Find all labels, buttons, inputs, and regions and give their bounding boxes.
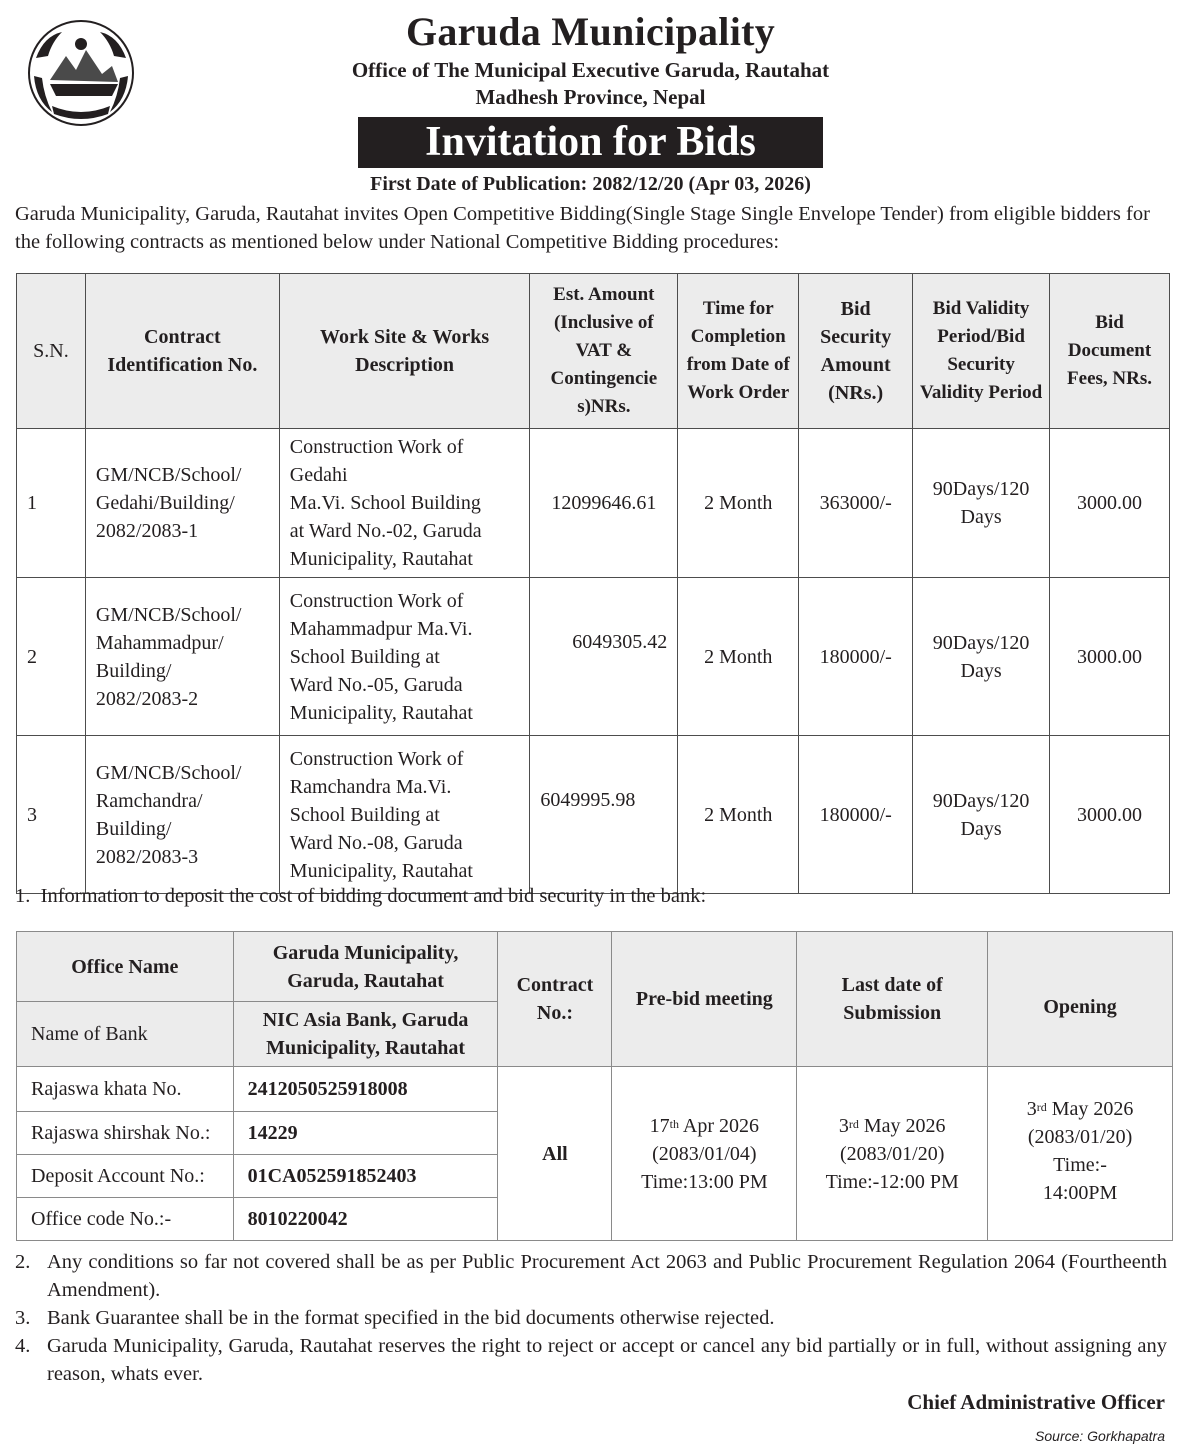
id-line: 2082/2083-3	[95, 845, 199, 868]
office-code-value: 8010220042	[233, 1198, 498, 1241]
work-line: Ramchandra Ma.Vi.	[289, 775, 452, 798]
work-line: School Building at	[289, 803, 440, 826]
cell-amount: 6049995.98	[530, 736, 678, 894]
cell-validity	[913, 429, 1050, 578]
note-text: Bank Guarantee shall be in the format specified in the bid documents otherwise rejected.	[47, 1307, 775, 1329]
prebid-date	[626, 1112, 782, 1140]
date-day: 3	[838, 1114, 849, 1137]
cell-amount: 12099646.61	[530, 429, 678, 578]
id-line: 2082/2083-1	[95, 520, 199, 542]
cell-contract-id	[85, 429, 279, 578]
deposit-account-value: 01CA052591852403	[233, 1155, 498, 1198]
cell-time: 2 Month	[678, 736, 799, 894]
table-row	[17, 1067, 1173, 1112]
validity-line: 90Days/120	[932, 478, 1030, 500]
note-number: 1.	[15, 885, 31, 907]
list-item	[15, 1248, 1167, 1304]
cell-contract-id	[85, 578, 279, 736]
note-text: Any conditions so far not covered shall be as per Public Procurement Act 2063 and Public Procurement Regulation 2064 (Fourtheenth Amendment).	[47, 1251, 1167, 1301]
validity-line: 90Days/120	[932, 631, 1030, 654]
cell-work	[279, 578, 530, 736]
submission-bs-date: (2083/01/20)	[839, 1142, 945, 1165]
note-number: 4.	[15, 1335, 31, 1357]
date-rest: May 2026	[1046, 1098, 1134, 1120]
date-rest: Apr 2026	[679, 1114, 760, 1137]
rajaswa-shirshak-label: Rajaswa shirshak No.:	[17, 1112, 234, 1155]
municipality-name: Garuda Municipality	[405, 9, 776, 54]
submission-cell	[797, 1067, 988, 1241]
col-header-fees: Bid Document Fees, NRs.	[1050, 274, 1170, 429]
opening-date	[1002, 1095, 1158, 1123]
deposit-account-label: Deposit Account No.:	[17, 1155, 234, 1198]
last-date-header: Last date of Submission	[797, 932, 988, 1067]
col-header-sn: S.N.	[17, 274, 86, 429]
date-day: 3	[1026, 1098, 1037, 1120]
notice-title: Invitation for Bids	[358, 117, 823, 168]
col-header-security: Bid Security Amount (NRs.)	[799, 274, 913, 429]
note-number: 2.	[15, 1251, 31, 1273]
cell-security: 363000/-	[799, 429, 913, 578]
list-item	[15, 1304, 1167, 1332]
office-line: Office of The Municipal Executive Garuda, Rautahat	[351, 58, 830, 82]
col-header-validity: Bid Validity Period/Bid Security Validity Period	[913, 274, 1050, 429]
cell-fees: 3000.00	[1050, 736, 1170, 894]
id-line: Mahammadpur/	[95, 631, 224, 654]
note-text: Garuda Municipality, Garuda, Rautahat reserves the right to reject or accept or cancel any bid partially or in full, without assigning any reason, whats ever.	[47, 1335, 1167, 1385]
table-row	[17, 429, 1170, 578]
bank-label: Name of Bank	[17, 1002, 234, 1067]
opening-time: Time:-	[1053, 1154, 1107, 1176]
contract-no-header: Contract No.:	[498, 932, 612, 1067]
validity-line: Days	[960, 506, 1002, 528]
publication-date-label: First Date of Publication	[370, 173, 581, 195]
date-suffix: th	[669, 1116, 680, 1131]
intro-paragraph: Garuda Municipality, Garuda, Rautahat invites Open Competitive Bidding(Single Stage Single Envelope Tender) from eligible bidders for the following contracts as mentioned below under National Competitive Bidding procedures:	[15, 203, 1150, 253]
work-line: Construction Work of	[289, 747, 464, 770]
id-line: 2082/2083-2	[95, 687, 199, 710]
contract-no-value: All	[498, 1067, 612, 1241]
cell-work	[279, 429, 530, 578]
opening-time-value: 14:00PM	[1042, 1182, 1118, 1204]
note-text: Information to deposit the cost of bidding document and bid security in the bank:	[40, 885, 707, 907]
work-line: at Ward No.-02, Garuda	[289, 520, 482, 542]
cell-sn: 2	[17, 578, 86, 736]
prebid-meeting-cell	[612, 1067, 797, 1241]
col-header-contract-id: Contract Identification No.	[85, 274, 279, 429]
submission-time: Time:-12:00 PM	[825, 1170, 959, 1193]
prebid-bs-date: (2083/01/04)	[652, 1142, 757, 1165]
note-1	[15, 885, 706, 908]
validity-line: Days	[960, 659, 1002, 682]
list-item	[15, 1332, 1167, 1388]
table-row	[17, 578, 1170, 736]
bids-table-header-row	[17, 274, 1170, 429]
col-header-work: Work Site & Works Description	[279, 274, 530, 429]
office-name-value: Garuda Municipality, Garuda, Rautahat	[233, 932, 498, 1002]
notes-list	[15, 1248, 1167, 1388]
table-row	[17, 736, 1170, 894]
cell-fees: 3000.00	[1050, 578, 1170, 736]
source-credit: Source: Gorkhapatra	[1035, 1428, 1165, 1444]
work-line: Municipality, Rautahat	[289, 859, 473, 882]
work-line: Mahammadpur Ma.Vi.	[289, 617, 473, 640]
cell-sn: 3	[17, 736, 86, 894]
date-day: 17	[649, 1114, 670, 1137]
cell-security: 180000/-	[799, 736, 913, 894]
id-line: GM/NCB/School/	[95, 603, 242, 626]
rajaswa-shirshak-value: 14229	[233, 1112, 498, 1155]
work-line: Construction Work of Gedahi	[289, 436, 464, 486]
work-line: Ma.Vi. School Building	[289, 492, 481, 514]
cell-amount: 6049305.42	[530, 578, 678, 736]
cell-fees: 3000.00	[1050, 429, 1170, 578]
cell-time: 2 Month	[678, 578, 799, 736]
publication-date-value: : 2082/12/20 (Apr 03, 2026)	[580, 173, 811, 195]
prebid-header: Pre-bid meeting	[612, 932, 797, 1067]
submission-date	[811, 1112, 973, 1140]
rajaswa-khata-label: Rajaswa khata No.	[17, 1067, 234, 1112]
work-line: Ward No.-08, Garuda	[289, 831, 463, 854]
bank-info-table	[16, 931, 1173, 1241]
rajaswa-khata-value: 2412050525918008	[233, 1067, 498, 1112]
cell-validity	[913, 736, 1050, 894]
cell-time: 2 Month	[678, 429, 799, 578]
cell-work	[279, 736, 530, 894]
cell-contract-id	[85, 736, 279, 894]
id-line: GM/NCB/School/	[95, 761, 242, 784]
work-line: Municipality, Rautahat	[289, 701, 473, 724]
work-line: School Building at	[289, 645, 440, 668]
office-name-label: Office Name	[17, 932, 234, 1002]
opening-bs-date: (2083/01/20)	[1027, 1126, 1133, 1148]
cell-sn: 1	[17, 429, 86, 578]
col-header-time: Time for Completion from Date of Work Order	[678, 274, 799, 429]
date-rest: May 2026	[858, 1114, 946, 1137]
bids-table	[16, 273, 1170, 894]
id-line: GM/NCB/School/	[95, 464, 242, 486]
id-line: Gedahi/Building/	[95, 492, 235, 514]
bank-value: NIC Asia Bank, Garuda Municipality, Rautahat	[233, 1002, 498, 1067]
cell-validity	[913, 578, 1050, 736]
id-line: Ramchandra/	[95, 789, 203, 812]
signature-title: Chief Administrative Officer	[907, 1390, 1165, 1414]
opening-header: Opening	[988, 932, 1173, 1067]
province-line: Madhesh Province, Nepal	[475, 85, 706, 109]
work-line: Ward No.-05, Garuda	[289, 673, 463, 696]
cell-security: 180000/-	[799, 578, 913, 736]
note-number: 3.	[15, 1307, 31, 1329]
office-code-label: Office code No.:-	[17, 1198, 234, 1241]
validity-line: Days	[960, 817, 1002, 840]
table-row	[17, 932, 1173, 1002]
work-line: Municipality, Rautahat	[289, 548, 473, 570]
validity-line: 90Days/120	[932, 789, 1030, 812]
opening-cell	[988, 1067, 1173, 1241]
id-line: Building/	[95, 659, 172, 682]
work-line: Construction Work of	[289, 589, 464, 612]
prebid-time: Time:13:00 PM	[641, 1170, 768, 1193]
col-header-amount: Est. Amount (Inclusive of VAT & Contingencie s)NRs.	[530, 274, 678, 429]
id-line: Building/	[95, 817, 172, 840]
date-suffix: rd	[1036, 1100, 1047, 1114]
date-suffix: rd	[848, 1116, 859, 1131]
publication-date	[0, 173, 1181, 196]
